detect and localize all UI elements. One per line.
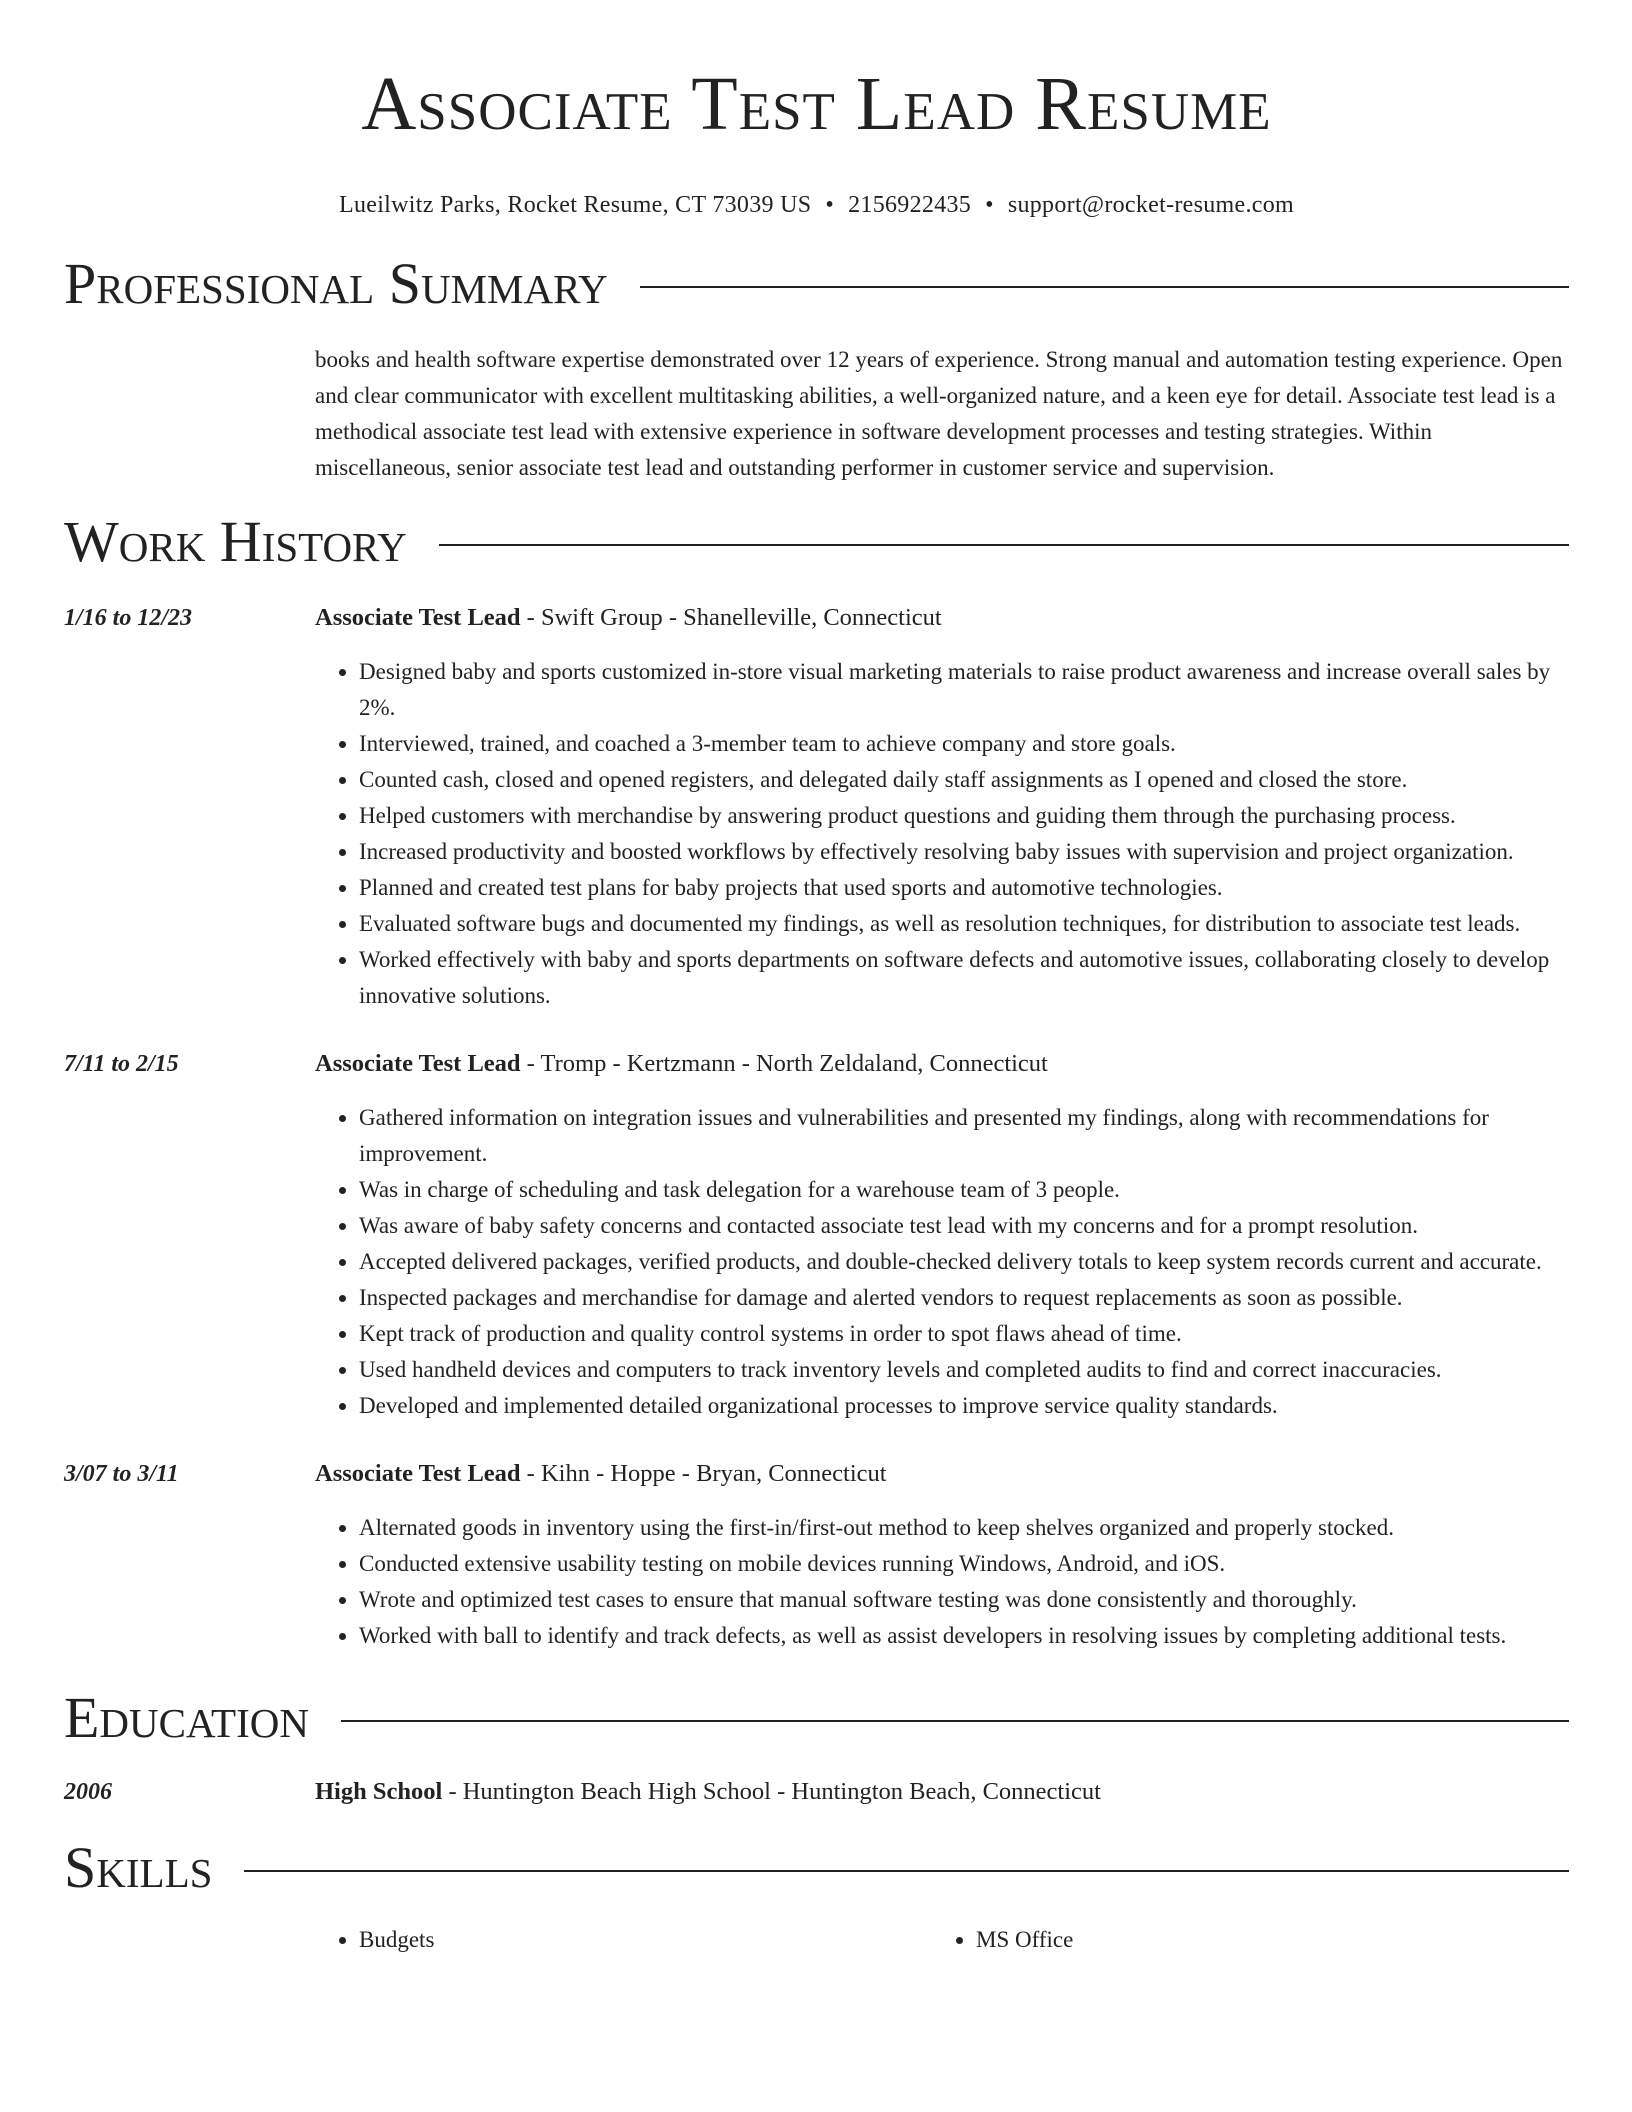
job-bullets [315, 1100, 1569, 1424]
job-body [315, 1046, 1569, 1424]
education-degree: High School [315, 1778, 443, 1805]
resume-page [64, 0, 1569, 1958]
summary-heading: Professional Summary [64, 251, 608, 316]
job-bullet: • Wrote and optimized test cases to ensure that manual software testing was done consistently and thoroughly. [359, 1582, 1569, 1618]
job-bullet: • Was aware of baby safety concerns and contacted associate test lead with my concerns and for a prompt resolution. [359, 1208, 1569, 1244]
contact-separator: • [985, 192, 994, 218]
job-bullet: • Helped customers with merchandise by answering product questions and guiding them through the purchasing process. [359, 798, 1569, 834]
job-bullet: • Conducted extensive usability testing on mobile devices running Windows, Android, and iOS. [359, 1546, 1569, 1582]
skills-column-left [315, 1922, 932, 1958]
education-entry [64, 1774, 1569, 1810]
job-bullet: • Gathered information on integration issues and vulnerabilities and presented my findings, along with recommendations for improvement. [359, 1100, 1569, 1172]
education-year: 2006 [64, 1779, 112, 1805]
job-bullet: • Accepted delivered packages, verified products, and double-checked delivery totals to keep system records current and accurate. [359, 1244, 1569, 1280]
job-bullet: • Used handheld devices and computers to track inventory levels and completed audits to find and correct inaccuracies. [359, 1352, 1569, 1388]
work-section-header [64, 506, 1569, 578]
job-bullet: • Worked effectively with baby and sports departments on software defects and automotive issues, collaborating closely to develop innovative solutions. [359, 942, 1569, 1014]
job-bullet: • Increased productivity and boosted workflows by effectively resolving baby issues with supervision and project organization. [359, 834, 1569, 870]
job-body [315, 600, 1569, 1014]
job-employer: - Kihn - Hoppe - Bryan, Connecticut [520, 1460, 887, 1487]
job-employer: - Swift Group - Shanelleville, Connecticut [520, 604, 942, 631]
job-bullet: • Developed and implemented detailed organizational processes to improve service quality standards. [359, 1388, 1569, 1424]
contact-address: Lueilwitz Parks, Rocket Resume, CT 73039 US [338, 192, 812, 218]
job-entry [64, 1456, 1569, 1654]
job-bullet: • Kept track of production and quality control systems in order to spot flaws ahead of time. [359, 1316, 1569, 1352]
skills-section-header [64, 1832, 1569, 1904]
education-body [315, 1774, 1569, 1810]
skills-column-right [932, 1922, 1549, 1958]
skills-list [315, 1922, 1569, 1958]
education-section-header [64, 1682, 1569, 1754]
job-title-line [315, 600, 1569, 636]
job-bullets [315, 1510, 1569, 1654]
job-bullets [315, 654, 1569, 1014]
contact-phone: 2156922435 [848, 192, 972, 218]
summary-section-header [64, 248, 1569, 320]
skill-item: • Budgets [359, 1922, 932, 1958]
job-bullet: • Was in charge of scheduling and task delegation for a warehouse team of 3 people. [359, 1172, 1569, 1208]
contact-email: support@rocket-resume.com [1007, 192, 1294, 218]
job-bullet: • Inspected packages and merchandise for damage and alerted vendors to request replacements as soon as possible. [359, 1280, 1569, 1316]
resume-title: Associate Test Lead Resume [361, 62, 1272, 146]
job-bullet: • Alternated goods in inventory using the first-in/first-out method to keep shelves organized and properly stocked. [359, 1510, 1569, 1546]
job-bullet: • Evaluated software bugs and documented my findings, as well as resolution techniques, for distribution to associate test leads. [359, 906, 1569, 942]
summary-text: books and health software expertise demonstrated over 12 years of experience. Strong manual and automation testing experience. Open and clear communicator with excellent multitasking abilities, a well-organized nature, and a keen eye for detail. Associate test lead is a methodical associate test lead with extensive experience in software development processes and testing strategies. Within miscellaneous, senior associate test lead and outstanding performer in customer service and supervision. [315, 347, 1563, 480]
job-bullet: • Designed baby and sports customized in-store visual marketing materials to raise product awareness and increase overall sales by 2%. [359, 654, 1569, 726]
education-heading: Education [64, 1685, 309, 1750]
job-dates: 7/11 to 2/15 [64, 1051, 179, 1077]
contact-line [64, 190, 1569, 220]
contact-separator: • [825, 192, 835, 218]
job-body [315, 1456, 1569, 1654]
section-divider [244, 1870, 1569, 1872]
job-bullet: • Interviewed, trained, and coached a 3-member team to achieve company and store goals. [359, 726, 1569, 762]
job-title: Associate Test Lead [315, 604, 521, 631]
work-heading: Work History [64, 509, 407, 574]
section-divider [640, 286, 1569, 288]
section-divider [439, 544, 1569, 546]
education-line [315, 1774, 1569, 1810]
job-bullet: • Counted cash, closed and opened registers, and delegated daily staff assignments as I opened and closed the store. [359, 762, 1569, 798]
job-dates: 1/16 to 12/23 [64, 605, 193, 631]
job-entry [64, 1046, 1569, 1424]
education-school: - Huntington Beach High School - Huntington Beach, Connecticut [442, 1778, 1101, 1805]
job-title-line [315, 1456, 1569, 1492]
job-title: Associate Test Lead [315, 1460, 521, 1487]
skill-item: • MS Office [976, 1922, 1549, 1958]
skills-heading: Skills [64, 1835, 213, 1900]
job-title: Associate Test Lead [315, 1050, 521, 1077]
job-entry [64, 600, 1569, 1014]
section-divider [341, 1720, 1569, 1722]
job-bullet: • Worked with ball to identify and track defects, as well as assist developers in resolving issues by completing additional tests. [359, 1618, 1569, 1654]
job-title-line [315, 1046, 1569, 1082]
job-dates: 3/07 to 3/11 [64, 1461, 179, 1487]
job-employer: - Tromp - Kertzmann - North Zeldaland, Connecticut [520, 1050, 1048, 1077]
job-bullet: • Planned and created test plans for baby projects that used sports and automotive technologies. [359, 870, 1569, 906]
